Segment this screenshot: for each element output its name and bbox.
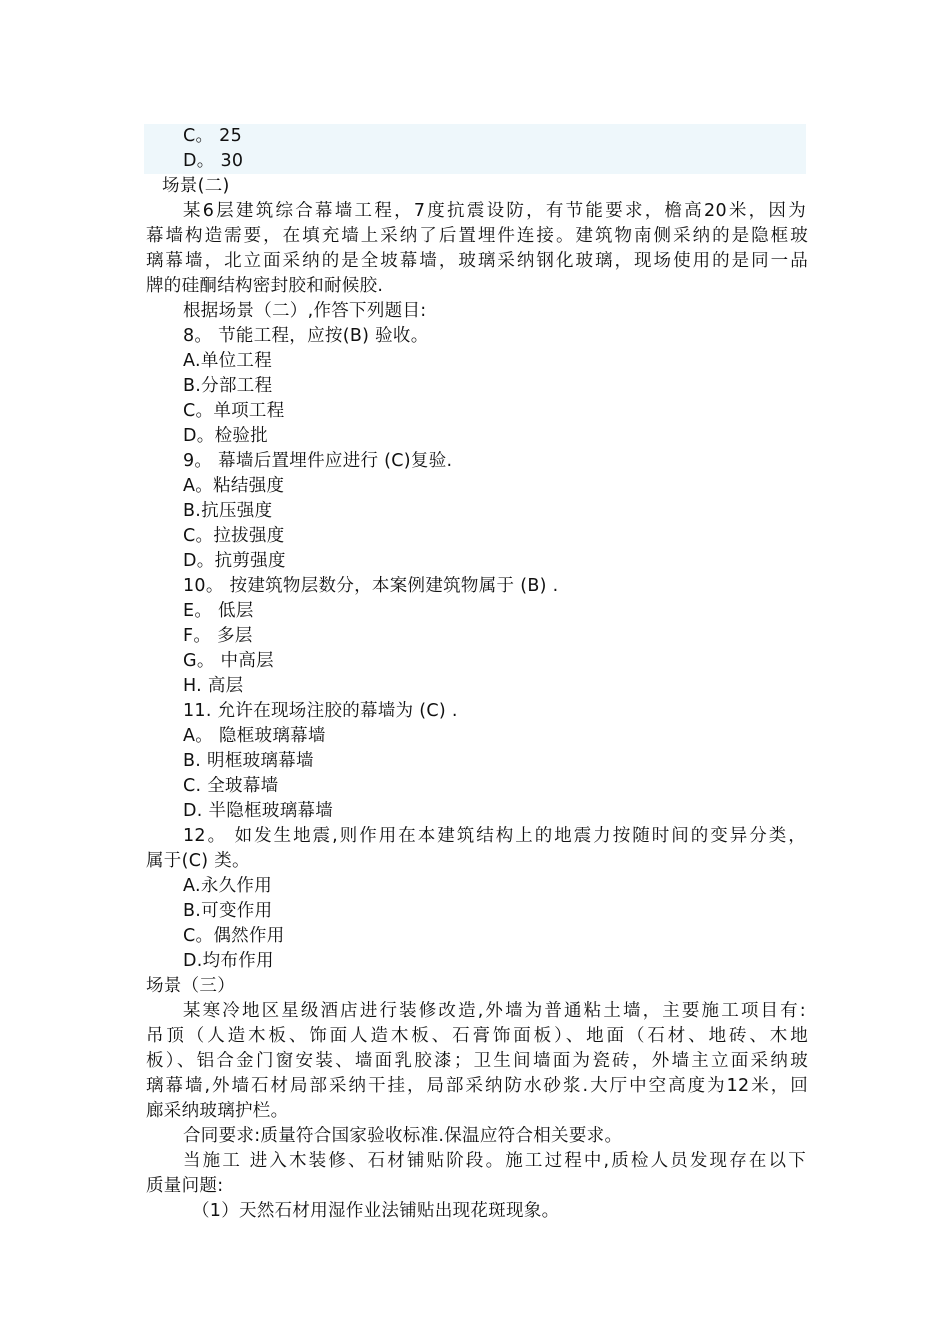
q11-option-a: A。 隐框玻璃幕墙 xyxy=(183,726,326,746)
scene-3-text-line-1: 某寒冷地区星级酒店进行装修改造,外墙为普通粘土墙，主要施工项目有: xyxy=(183,1001,806,1021)
scene-2-heading: 场景(二) xyxy=(162,176,230,196)
q9-option-c: C。拉拔强度 xyxy=(183,526,285,546)
quality-issue-1: （1）天然石材用湿作业法铺贴出现花斑现象。 xyxy=(192,1201,560,1221)
question-8: 8。 节能工程，应按(B) 验收。 xyxy=(183,326,429,346)
q11-option-d: D. 半隐框玻璃幕墙 xyxy=(183,801,334,821)
scene-2-text-line-2: 幕墙构造需要，在填充墙上采纳了后置埋件连接。建筑物南侧采纳的是隐框玻 xyxy=(146,226,808,246)
q8-option-b: B.分部工程 xyxy=(183,376,273,396)
q11-option-c: C. 全玻幕墙 xyxy=(183,776,279,796)
question-9: 9。 幕墙后置埋件应进行 (C)复验. xyxy=(183,451,453,471)
scene-3-text-line-3: 板）、铝合金门窗安装、墙面乳胶漆；卫生间墙面为瓷砖，外墙主立面采纳玻 xyxy=(146,1051,808,1071)
question-12-line-2: 属于(C) 类。 xyxy=(146,851,250,871)
scene-2-text-line-3: 璃幕墙，北立面采纳的是全坡幕墙，玻璃采纳钢化玻璃，现场使用的是同一品 xyxy=(146,251,808,271)
scene-3-text-line-5: 廊采纳玻璃护栏。 xyxy=(146,1101,289,1121)
q11-option-b: B. 明框玻璃幕墙 xyxy=(183,751,314,771)
q8-option-a: A.单位工程 xyxy=(183,351,273,371)
scene-3-text-line-4: 璃幕墙,外墙石材局部采纳干挂，局部采纳防水砂浆.大厅中空高度为12米，回 xyxy=(146,1076,808,1096)
q9-option-d: D。抗剪强度 xyxy=(183,551,286,571)
construction-phase-line-2: 质量问题: xyxy=(146,1176,224,1196)
option-d: D。 30 xyxy=(183,151,244,171)
option-c: C。 25 xyxy=(183,126,243,146)
scene-2-text-line-1: 某6层建筑综合幕墙工程，7度抗震设防，有节能要求，檐高20米，因为 xyxy=(183,201,806,221)
q9-option-b: B.抗压强度 xyxy=(183,501,273,521)
question-11: 11. 允许在现场注胶的幕墙为 (C) . xyxy=(183,701,458,721)
q10-option-g: G。 中高层 xyxy=(183,651,274,671)
question-12-line-1: 12。 如发生地震,则作用在本建筑结构上的地震力按随时间的变异分类， xyxy=(183,826,806,846)
q10-option-f: F。 多层 xyxy=(183,626,253,646)
q10-option-h: H. 高层 xyxy=(183,676,244,696)
q9-option-a: A。粘结强度 xyxy=(183,476,285,496)
q12-option-a: A.永久作用 xyxy=(183,876,273,896)
q12-option-c: C。偶然作用 xyxy=(183,926,285,946)
scene-2-instruction: 根据场景（二）,作答下列题目: xyxy=(183,301,427,321)
scene-3-text-line-2: 吊顶（人造木板、饰面人造木板、石膏饰面板）、地面（石材、地砖、木地 xyxy=(146,1026,808,1046)
question-10: 10。 按建筑物层数分，本案例建筑物属于 (B) . xyxy=(183,576,559,596)
q12-option-b: B.可变作用 xyxy=(183,901,273,921)
contract-requirement: 合同要求:质量符合国家验收标准.保温应符合相关要求。 xyxy=(183,1126,623,1146)
scene-2-text-line-4: 牌的硅酮结构密封胶和耐候胶. xyxy=(146,276,384,296)
scene-3-heading: 场景（三） xyxy=(146,976,235,996)
q10-option-e: E。 低层 xyxy=(183,601,254,621)
q8-option-c: C。单项工程 xyxy=(183,401,285,421)
q8-option-d: D。检验批 xyxy=(183,426,268,446)
construction-phase-line-1: 当施工 进入木装修、石材铺贴阶段。施工过程中,质检人员发现存在以下 xyxy=(183,1151,806,1171)
q12-option-d: D.均布作用 xyxy=(183,951,274,971)
